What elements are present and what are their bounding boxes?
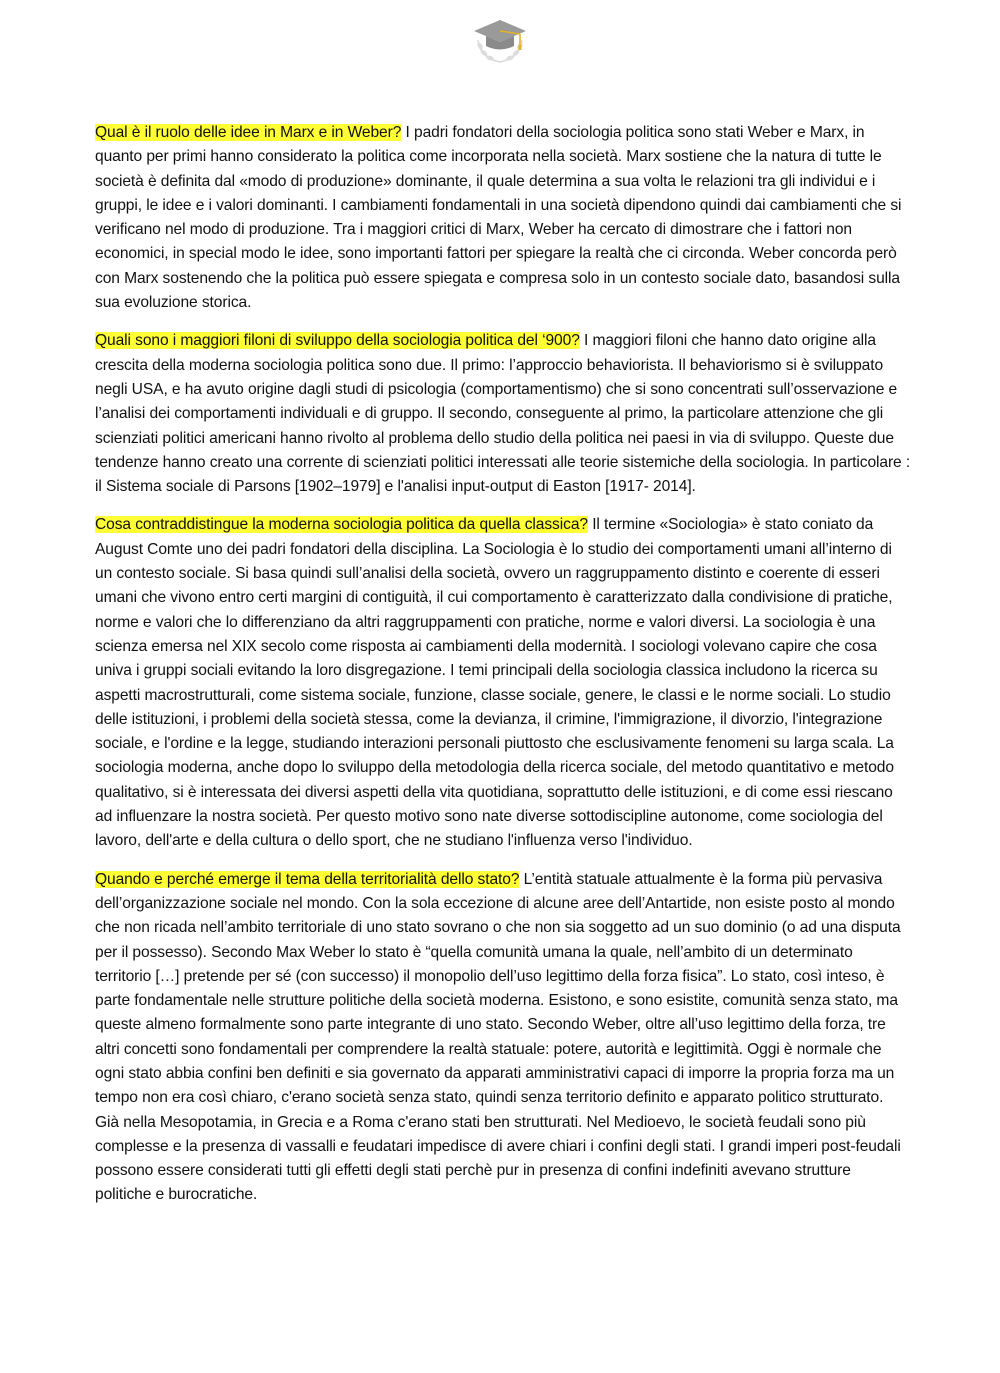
qa-section-4 [95, 868, 911, 1208]
answer-text: I padri fondatori della sociologia politica sono stati Weber e Marx, in quanto per primi hanno considerato la politica come incorporata nella società. Marx sostiene che la natura di tutte le società è definita dal «modo di produzione» dominante, il quale determina a sua volta le relazioni tra gli individui e i gruppi, le idee e i valori dominanti. I cambiamenti fondamentali in una società dipendono quindi dai cambiamenti che si verificano nel modo di produzione. Tra i maggiori critici di Marx, Weber ha cercato di dimostrare che i fattori non economici, in special modo le idee, sono importanti fattori per spiegare la realtà che ci circonda. Weber concorda però con Marx sostenendo che la politica può essere spiegata e compresa solo in un contesto sociale dato, basandosi sulla sua evoluzione storica. [95, 124, 902, 312]
question-highlight: Cosa contraddistingue la moderna sociologia politica da quella classica? [95, 516, 588, 534]
question-highlight: Qual è il ruolo delle idee in Marx e in Weber? [95, 124, 402, 141]
qa-section-3 [95, 513, 911, 853]
qa-section-2 [95, 329, 911, 499]
graduation-cap-icon [468, 16, 532, 66]
answer-text: Il termine «Sociologia» è stato coniato da August Comte uno dei padri fondatori della disciplina. La Sociologia è lo studio dei comportamenti umani all’interno di un contesto sociale. Si basa quindi sull’analisi della società, ovvero un raggruppamento distinto e coerente di esseri umani che vivono entro certi margini di contiguità, il cui comportamento è caratterizzato dalla condivisione di pratiche, norme e valori che lo differenziano da altri raggruppamenti con pratiche, norme e valori diversi. La sociologia è una scienza emersa nel XIX secolo come risposta ai cambiamenti della modernità. I sociologi volevano capire che cosa univa i gruppi sociali evitando la loro disgregazione. I temi principali della sociologia classica includono la ricerca su aspetti macrostrutturali, come sistema sociale, funzione, classe sociale, genere, le classi e le norme sociali. Lo studio delle istituzioni, i problemi della società stessa, come la devianza, il crimine, l'immigrazione, il divorzio, l'integrazione sociale, e l'ordine e la legge, studiando interazioni personali piuttosto che esclusivamente fenomeni su larga scala. La sociologia moderna, anche dopo lo sviluppo della metodologia della ricerca sociale, del metodo quantitativo e metodo qualitativo, si è interessata dei diversi aspetti della vita quotidiana, soprattutto delle istituzioni, e di come essi riescano ad influenzare la nostra società. Per questo motivo sono nate diverse sottodiscipline autonome, come sociologia del lavoro, dell'arte e della cultura o dello sport, che ne studiano l'influenza verso l'individuo. [95, 516, 894, 850]
question-highlight: Quali sono i maggiori filoni di sviluppo della sociologia politica del ‘900? [95, 332, 580, 350]
qa-section-1 [95, 121, 911, 315]
answer-text: I maggiori filoni che hanno dato origine alla crescita della moderna sociologia politica sono due. Il primo: l’approccio behaviorista. Il behaviorismo si è sviluppato negli USA, e ha avuto origine dagli studi di psicologia (comportamentismo) che si sono concentrati sull’osservazione e l’analisi dei comportamenti individuali e di gruppo. Il secondo, conseguente al primo, la particolare attenzione che gli scienziati politici americani hanno rivolto al problema dello studio della politica nei paesi in via di sviluppo. Queste due tendenze hanno creato una corrente di scienziati politici interessati alle teorie sistemiche della sociologia. In particolare : il Sistema sociale di Parsons [1902–1979] e l'analisi input-output di Easton [1917- 2014]. [95, 332, 911, 496]
answer-text: L’entità statuale attualmente è la forma più pervasiva dell’organizzazione sociale nel mondo. Con la sola eccezione di alcune aree dell’Antartide, non esiste posto al mondo che non ricada nell’ambito territoriale di uno stato sovrano o che non sia soggetto ad un suo dominio (o ad una disputa per il possesso). Secondo Max Weber lo stato è “quella comunità umana la quale, nell’ambito di un determinato territorio […] pretende per sé (con successo) il monopolio dell’uso legittimo della forza fisica”. Lo stato, così inteso, è parte fondamentale nelle strutture politiche della società moderna. Esistono, e sono esistite, comunità senza stato, ma queste almeno formalmente sono parte integrante di uno stato. Secondo Weber, oltre all’uso legittimo della forza, tre altri concetti sono fondamentali per comprendere la realtà statuale: potere, autorità e legittimità. Oggi è normale che ogni stato abbia confini ben definiti e sia governato da apparati amministrativi capaci di imporre la propria forza ma un tempo non era così chiaro, c'erano società senza stato, quindi senza territorio definito e apparato politico strutturato. Già nella Mesopotamia, in Grecia e a Roma c'erano stati ben strutturati. Nel Medioevo, le società feudali sono più complesse e la presenza di vassalli e feudatari impedisce di avere chiari i confini degli stati. I grandi imperi post-feudali possono essere considerati tutti gli effetti degli stati perchè pur in presenza di confini indefiniti avevano strutture politiche e burocratiche. [95, 870, 901, 1204]
question-highlight: Quando e perché emerge il tema della territorialità dello stato? [95, 870, 520, 888]
document-body [95, 121, 911, 1222]
